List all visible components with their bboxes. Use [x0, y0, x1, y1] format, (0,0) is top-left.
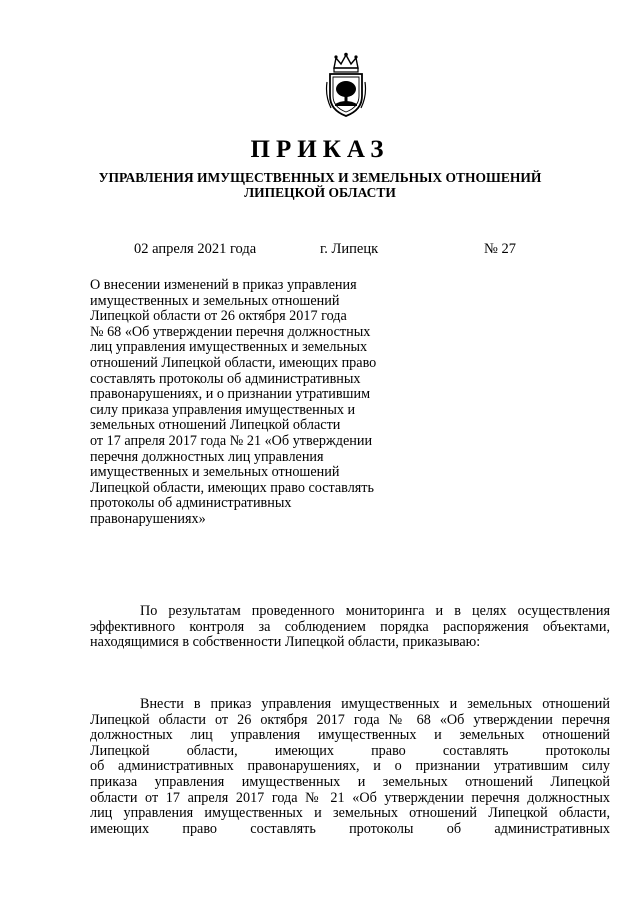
- subject-line: земельных отношений Липецкой области: [90, 417, 341, 434]
- document-subject: [90, 278, 420, 528]
- subject-line: имущественных и земельных отношений: [90, 464, 340, 481]
- body-paragraph-1: [90, 604, 610, 651]
- body-paragraph-2: [90, 697, 610, 837]
- paragraph-line: лиц управления имущественных и земельных отношений Липецкой области,: [90, 805, 610, 822]
- coat-of-arms-icon: [325, 52, 367, 118]
- subject-line: правонарушениях, и о признании утратившим: [90, 386, 371, 403]
- paragraph-line: приказа управления имущественных и земельных отношений Липецкой: [90, 773, 610, 790]
- paragraph-line: эффективного контроля за соблюдением порядка распоряжения объектами,: [90, 618, 610, 635]
- subject-line: от 17 апреля 2017 года № 21 «Об утверждении: [90, 432, 373, 449]
- paragraph-line: должностных лиц управления имущественных и земельных отношений: [90, 727, 610, 744]
- subject-line: протоколы об административных: [90, 495, 292, 512]
- paragraph-line: об административных правонарушениях, и о признании утратившим силу: [90, 758, 610, 775]
- document-title: ПРИКАЗ: [250, 136, 390, 163]
- document-number: № 27: [484, 241, 516, 257]
- subject-line: отношений Липецкой области, имеющих право: [90, 354, 377, 371]
- subject-line: имущественных и земельных отношений: [90, 292, 340, 309]
- paragraph-line: По результатам проведенного мониторинга и в целях осуществления: [140, 603, 610, 619]
- document-issuer: [60, 170, 580, 200]
- subject-line: Липецкой области, имеющих право составлять: [90, 479, 374, 496]
- subject-line: лиц управления имущественных и земельных: [90, 339, 368, 356]
- subject-line: силу приказа управления имущественных и: [90, 401, 356, 418]
- paragraph-line: области от 17 апреля 2017 года № 21 «Об утверждении перечня должностных: [90, 789, 610, 806]
- subject-line: Липецкой области от 26 октября 2017 года: [90, 308, 347, 325]
- subject-line: № 68 «Об утверждении перечня должностных: [90, 323, 371, 340]
- subject-line: перечня должностных лиц управления: [90, 448, 324, 465]
- subject-line: правонарушениях»: [90, 510, 206, 527]
- issuer-line: УПРАВЛЕНИЯ ИМУЩЕСТВЕННЫХ И ЗЕМЕЛЬНЫХ ОТНОШЕНИЙ: [98, 170, 542, 185]
- paragraph-line: находящимися в собственности Липецкой области, приказываю:: [90, 634, 481, 651]
- issuer-line: ЛИПЕЦКОЙ ОБЛАСТИ: [244, 185, 396, 200]
- subject-line: О внесении изменений в приказ управления: [90, 277, 357, 293]
- paragraph-line: Липецкой области от 26 октября 2017 года № 68 «Об утверждении перечня: [90, 711, 610, 728]
- document-place: г. Липецк: [320, 241, 379, 257]
- paragraph-line: имеющих право составлять протоколы об административных: [90, 820, 610, 837]
- subject-line: составлять протоколы об административных: [90, 370, 361, 387]
- paragraph-line: Внести в приказ управления имущественных и земельных отношений: [140, 696, 610, 712]
- paragraph-line: Липецкой области, имеющих право составлять протоколы: [90, 742, 610, 759]
- document-date: 02 апреля 2021 года: [134, 241, 257, 257]
